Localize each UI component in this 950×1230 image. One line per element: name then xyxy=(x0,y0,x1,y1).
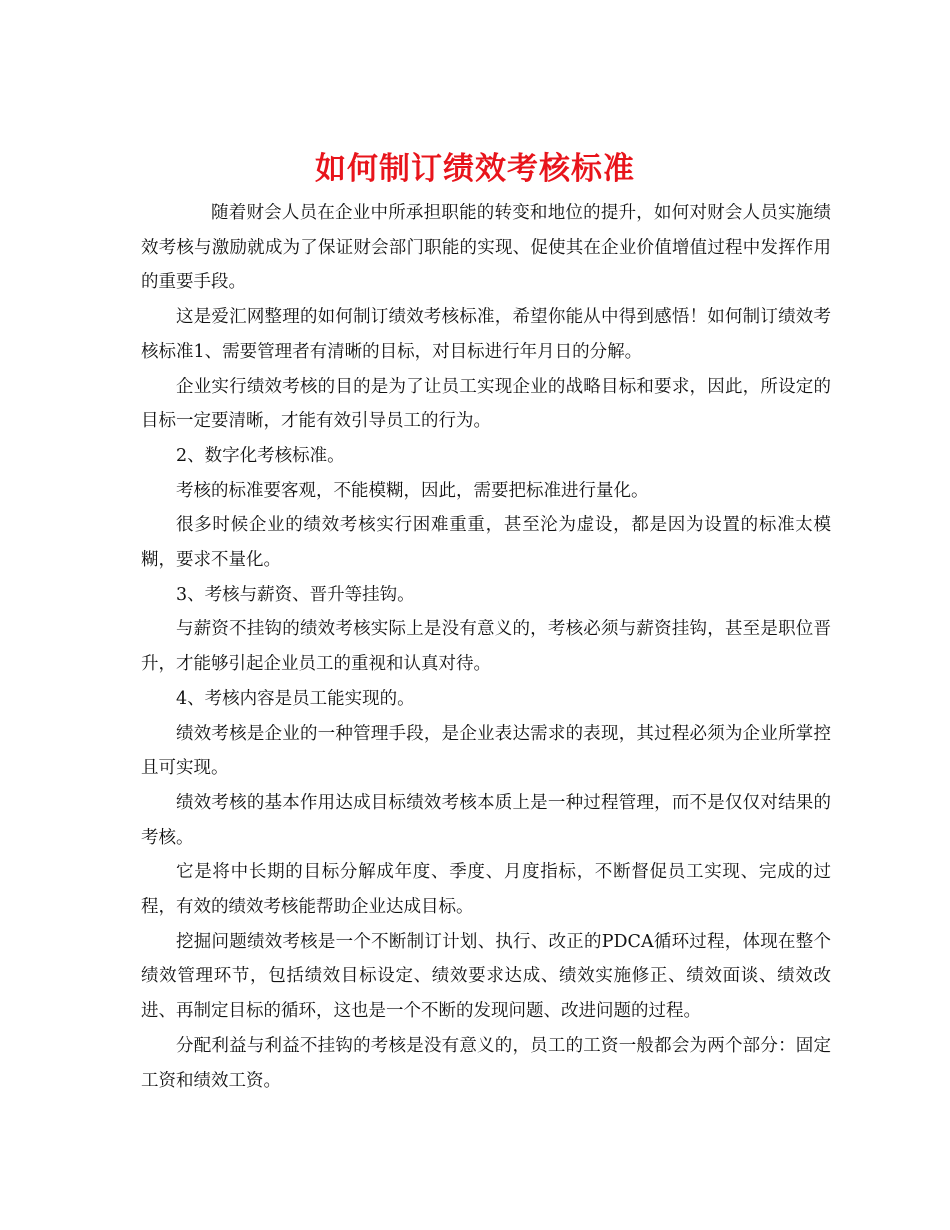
paragraph: 它是将中长期的目标分解成年度、季度、月度指标，不断督促员工实现、完成的过程，有效的绩效考核能帮助企业达成目标。 xyxy=(141,862,831,918)
paragraph: 与薪资不挂钩的绩效考核实际上是没有意义的，考核必须与薪资挂钩，甚至是职位晋升，才能够引起企业员工的重视和认真对待。 xyxy=(141,619,831,675)
paragraph: 很多时候企业的绩效考核实行困难重重，甚至沦为虚设，都是因为设置的标准太模糊，要求不量化。 xyxy=(141,515,831,571)
paragraph: 分配利益与利益不挂钩的考核是没有意义的，员工的工资一般都会为两个部分：固定工资和绩效工资。 xyxy=(141,1035,831,1091)
paragraph: 2、数字化考核标准。 xyxy=(176,445,345,466)
paragraph: 这是爱汇网整理的如何制订绩效考核标准，希望你能从中得到感悟！如何制订绩效考核标准1、需要管理者有清晰的目标，对目标进行年月日的分解。 xyxy=(141,307,831,362)
paragraph: 挖掘问题绩效考核是一个不断制订计划、执行、改正的PDCA循环过程，体现在整个绩效管理环节，包括绩效目标设定、绩效要求达成、绩效实施修正、绩效面谈、绩效改进、再制定目标的循环，这也是一个不断的发现问题、改进问题的过程。 xyxy=(141,931,831,1022)
paragraph: 企业实行绩效考核的目的是为了让员工实现企业的战略目标和要求，因此，所设定的目标一定要清晰，才能有效引导员工的行为。 xyxy=(141,376,831,432)
paragraph: 绩效考核的基本作用达成目标绩效考核本质上是一种过程管理，而不是仅仅对结果的考核。 xyxy=(141,792,831,848)
paragraph: 4、考核内容是员工能实现的。 xyxy=(176,688,415,709)
paragraph: 绩效考核是企业的一种管理手段，是企业表达需求的表现，其过程必须为企业所掌控且可实现。 xyxy=(141,723,831,779)
paragraph: 随着财会人员在企业中所承担职能的转变和地位的提升，如何对财会人员实施绩效考核与激励就成为了保证财会部门职能的实现、促使其在企业价值增值过程中发挥作用的重要手段。 xyxy=(141,203,831,293)
paragraph: 考核的标准要客观，不能模糊，因此，需要把标准进行量化。 xyxy=(176,480,649,501)
document-body xyxy=(141,196,831,1098)
document-title: 如何制订绩效考核标准 xyxy=(315,150,635,187)
paragraph: 3、考核与薪资、晋升等挂钩。 xyxy=(176,584,415,605)
